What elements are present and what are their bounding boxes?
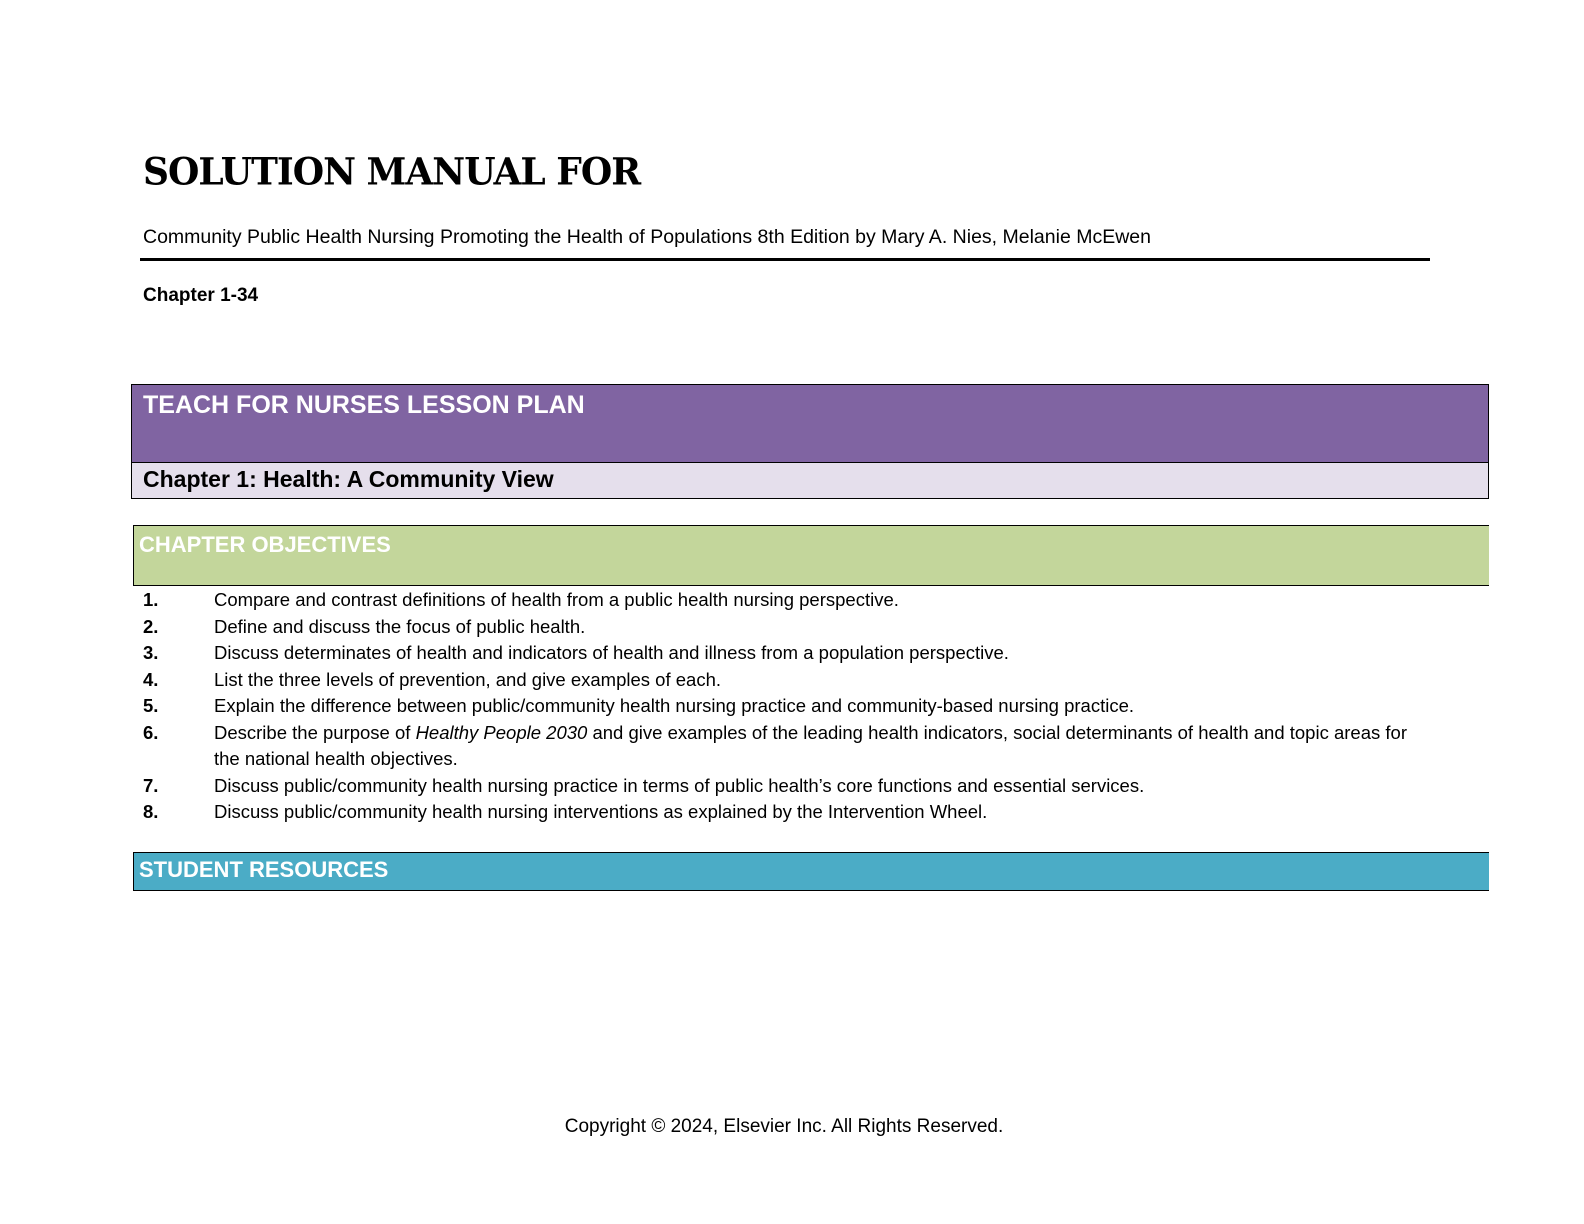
objective-text: Discuss public/community health nursing interventions as explained by the Intervention Wheel. bbox=[214, 801, 988, 822]
student-resources-heading: STUDENT RESOURCES bbox=[139, 857, 389, 882]
document-subtitle: Community Public Health Nursing Promoting the Health of Populations 8th Edition by Mary A. Nies, Melanie McEwen bbox=[143, 226, 1151, 248]
objectives-heading: CHAPTER OBJECTIVES bbox=[139, 532, 391, 557]
chapter-range: Chapter 1-34 bbox=[143, 285, 259, 306]
objective-number: 5. bbox=[143, 695, 159, 716]
objective-number: 4. bbox=[143, 668, 159, 690]
objective-item bbox=[143, 773, 1433, 800]
lesson-plan-heading: TEACH FOR NURSES LESSON PLAN bbox=[143, 391, 585, 419]
lesson-plan-chapter-row bbox=[132, 463, 1488, 498]
lesson-plan-box bbox=[131, 384, 1489, 499]
objectives-header bbox=[133, 525, 1489, 586]
objective-number: 8. bbox=[143, 801, 159, 822]
objective-item bbox=[143, 693, 1433, 720]
objective-text: Compare and contrast definitions of health from a public health nursing perspective. bbox=[214, 589, 899, 610]
objective-number: 1. bbox=[143, 589, 159, 610]
copyright-footer: Copyright © 2024, Elsevier Inc. All Rights Reserved. bbox=[564, 1116, 1004, 1137]
objective-text: Explain the difference between public/community health nursing practice and community-based nursing practice. bbox=[214, 695, 1135, 716]
objective-text-part: and give examples of the leading health indicators, social determinants of health and topic areas for the national health objectives. bbox=[214, 721, 1407, 769]
objective-number: 3. bbox=[143, 642, 159, 663]
student-resources-header bbox=[133, 852, 1489, 891]
title-divider bbox=[140, 258, 1430, 261]
objective-number: 2. bbox=[143, 615, 159, 637]
lesson-plan-header bbox=[132, 385, 1488, 463]
objective-text: Define and discuss the focus of public health. bbox=[214, 615, 586, 637]
objectives-list bbox=[143, 587, 1433, 826]
objective-item bbox=[143, 614, 1433, 641]
objective-item bbox=[143, 799, 1433, 826]
objective-number: 6. bbox=[143, 721, 159, 743]
objective-number: 7. bbox=[143, 774, 159, 796]
objective-item bbox=[143, 587, 1433, 614]
objective-item bbox=[143, 640, 1433, 667]
document-title: SOLUTION MANUAL FOR bbox=[143, 150, 641, 195]
objective-text: Discuss public/community health nursing practice in terms of public health’s core functions and essential services. bbox=[214, 774, 1145, 796]
objective-item bbox=[143, 667, 1433, 694]
objective-item bbox=[143, 720, 1433, 773]
objective-text: Discuss determinates of health and indicators of health and illness from a population perspective. bbox=[214, 642, 1009, 663]
objective-text-italic: Healthy People 2030 bbox=[415, 721, 588, 743]
objective-text-part: Describe the purpose of bbox=[214, 721, 416, 743]
lesson-plan-chapter: Chapter 1: Health: A Community View bbox=[143, 466, 554, 492]
objective-text bbox=[214, 720, 1433, 773]
objective-text: List the three levels of prevention, and give examples of each. bbox=[214, 668, 721, 690]
